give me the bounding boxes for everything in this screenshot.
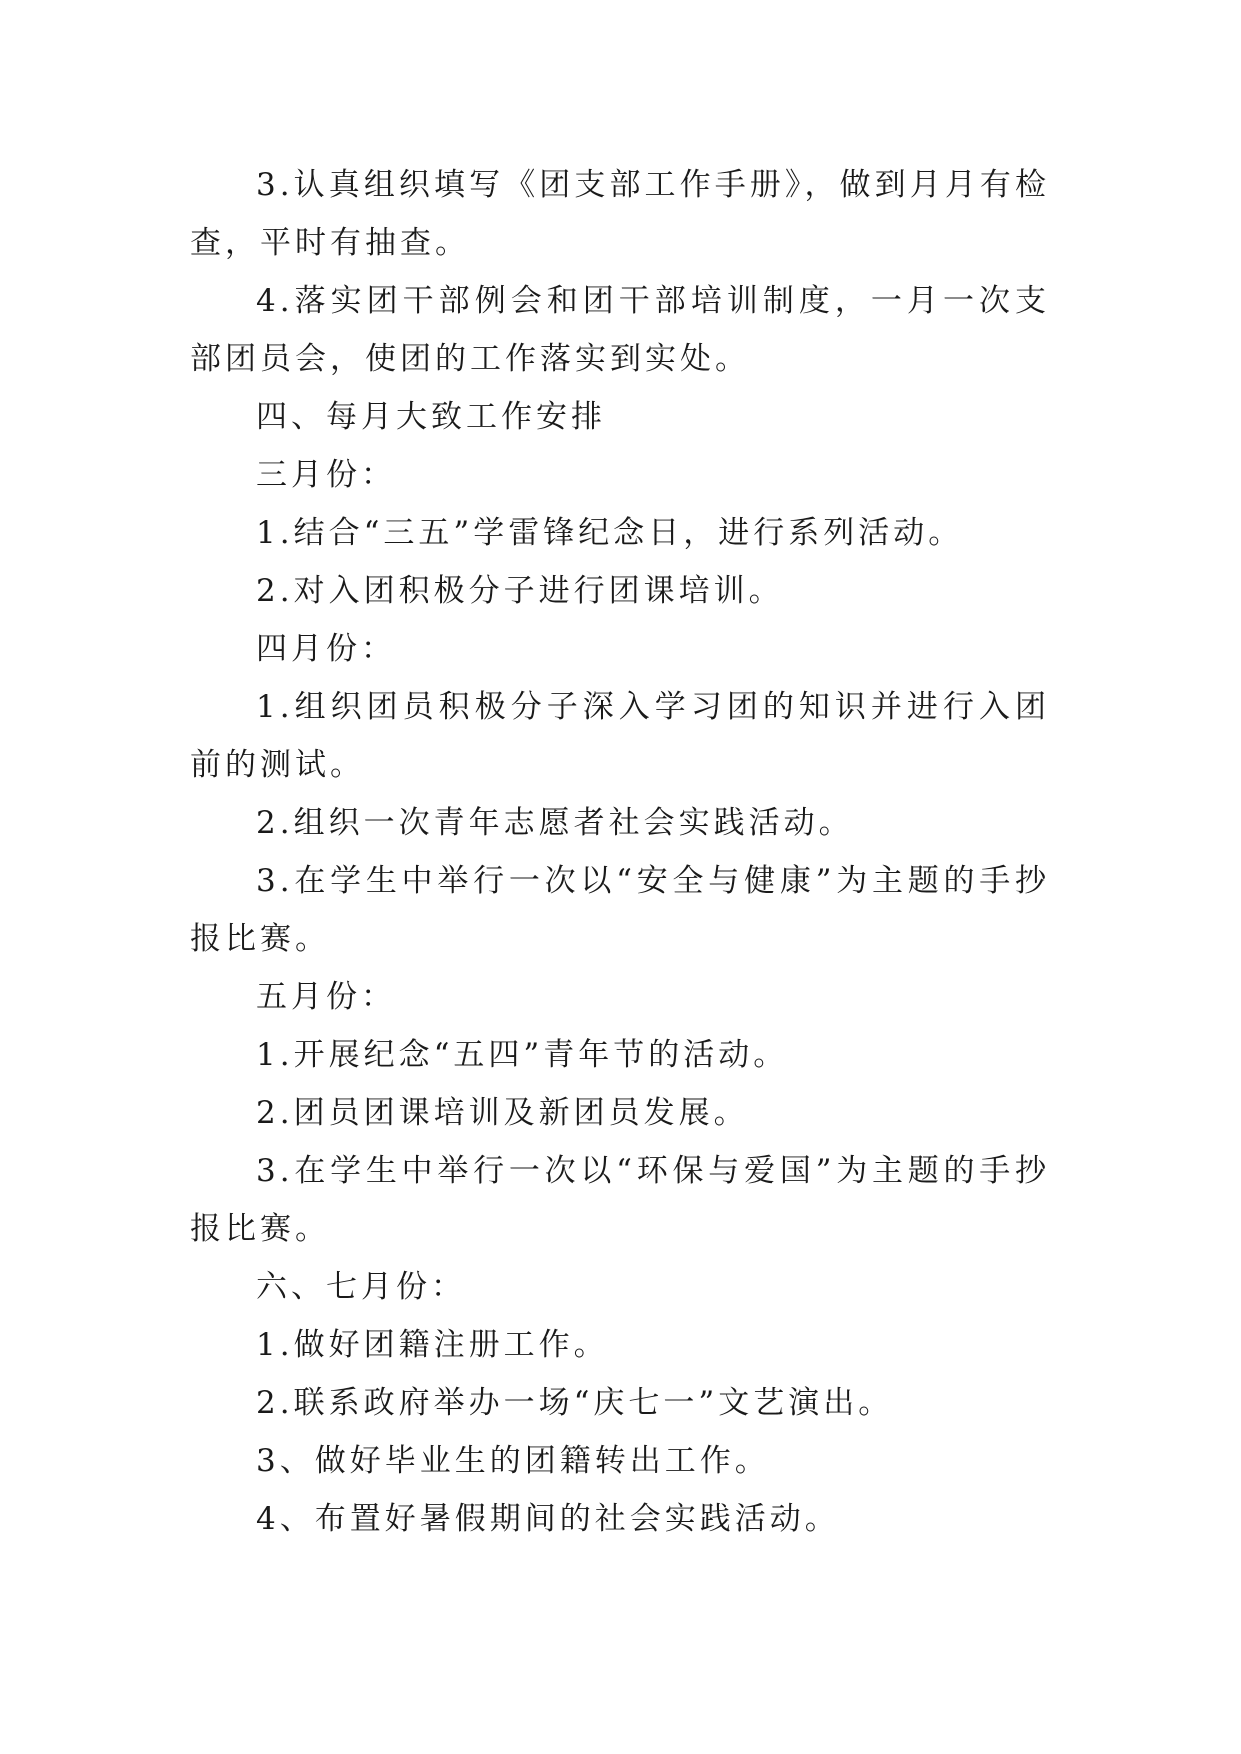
month-heading: 五月份：: [256, 979, 396, 1015]
list-item: 2.联系政府举办一场“庆七一”文艺演出。: [256, 1385, 894, 1421]
list-item: 1.开展纪念“五四”青年节的活动。: [256, 1037, 789, 1073]
month-heading: 六、七月份：: [256, 1269, 466, 1305]
paragraph: 4.落实团干部例会和团干部培训制度，一月一次支部团员会，使团的工作落实到实处。: [190, 283, 1050, 377]
list-item: 2.团员团课培训及新团员发展。: [256, 1095, 749, 1131]
month-heading: 三月份：: [256, 457, 396, 493]
list-item: 2.组织一次青年志愿者社会实践活动。: [256, 805, 854, 841]
list-item: 1.做好团籍注册工作。: [256, 1327, 609, 1363]
section-heading: 四、每月大致工作安排: [256, 399, 606, 435]
list-item: 3.在学生中举行一次以“环保与爱国”为主题的手抄报比赛。: [190, 1153, 1050, 1247]
list-item: 4、布置好暑假期间的社会实践活动。: [256, 1501, 840, 1537]
list-item: 1.组织团员积极分子深入学习团的知识并进行入团前的测试。: [190, 689, 1050, 783]
list-item: 1.结合“三五”学雷锋纪念日，进行系列活动。: [256, 515, 964, 551]
list-item: 3.在学生中举行一次以“安全与健康”为主题的手抄报比赛。: [190, 863, 1050, 957]
list-item: 2.对入团积极分子进行团课培训。: [256, 573, 784, 609]
list-item: 3、做好毕业生的团籍转出工作。: [256, 1443, 770, 1479]
paragraph: 3.认真组织填写《团支部工作手册》，做到月月有检查，平时有抽查。: [190, 167, 1050, 261]
document-body: [190, 156, 1050, 1548]
month-heading: 四月份：: [256, 631, 396, 667]
